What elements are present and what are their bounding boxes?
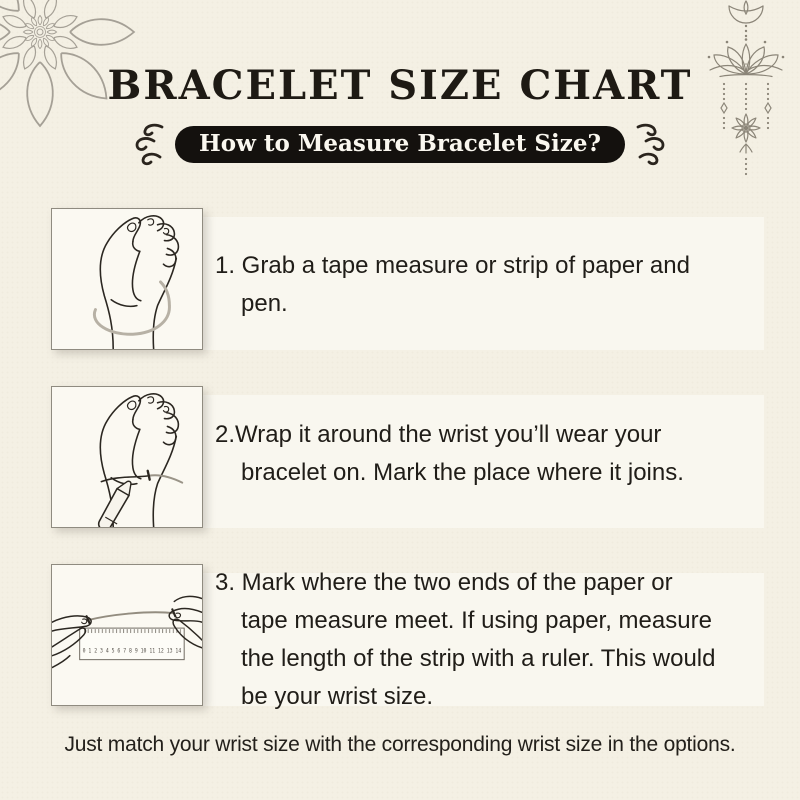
- footer: [0, 733, 800, 757]
- step-line: tape measure meet. If using paper, measure: [241, 607, 712, 634]
- step-row-2: [0, 383, 800, 528]
- steps-list: [0, 205, 800, 739]
- page-title: BRACELET SIZE CHART: [107, 62, 693, 109]
- step-2-illustration: [51, 386, 203, 528]
- step-line: pen.: [241, 290, 288, 317]
- step-line: 2.Wrap it around the wrist you’ll wear your: [215, 421, 662, 448]
- step-1-text: [215, 205, 690, 323]
- flourish-right-icon: [634, 121, 668, 167]
- step-row-3: [0, 561, 800, 710]
- step-line: 3. Mark where the two ends of the paper or: [215, 569, 673, 596]
- header: [0, 62, 800, 167]
- step-1-illustration: [51, 208, 203, 350]
- step-line: be your wrist size.: [241, 683, 434, 710]
- subtitle-badge: How to Measure Bracelet Size?: [175, 126, 625, 163]
- step-line: the length of the strip with a ruler. This would: [241, 645, 716, 672]
- step-3-text: [215, 561, 715, 716]
- step-2-text: [215, 383, 684, 492]
- fist-with-pen-marking-wrist-icon: [52, 387, 202, 527]
- ruler-numbers: 0 1 2 3 4 5 6 7 8 9 10 11 12 13 14: [82, 648, 182, 655]
- hands-measuring-strip-with-ruler-icon: [52, 565, 202, 705]
- subtitle-row: [0, 121, 800, 167]
- footer-note: Just match your wrist size with the corresponding wrist size in the options.: [64, 733, 736, 756]
- step-3-illustration: [51, 564, 203, 706]
- step-line: 1. Grab a tape measure or strip of paper and: [215, 252, 690, 279]
- step-line: bracelet on. Mark the place where it joins.: [241, 459, 684, 486]
- fist-with-string-around-wrist-icon: [52, 209, 202, 349]
- step-row-1: [0, 205, 800, 350]
- flourish-left-icon: [132, 121, 166, 167]
